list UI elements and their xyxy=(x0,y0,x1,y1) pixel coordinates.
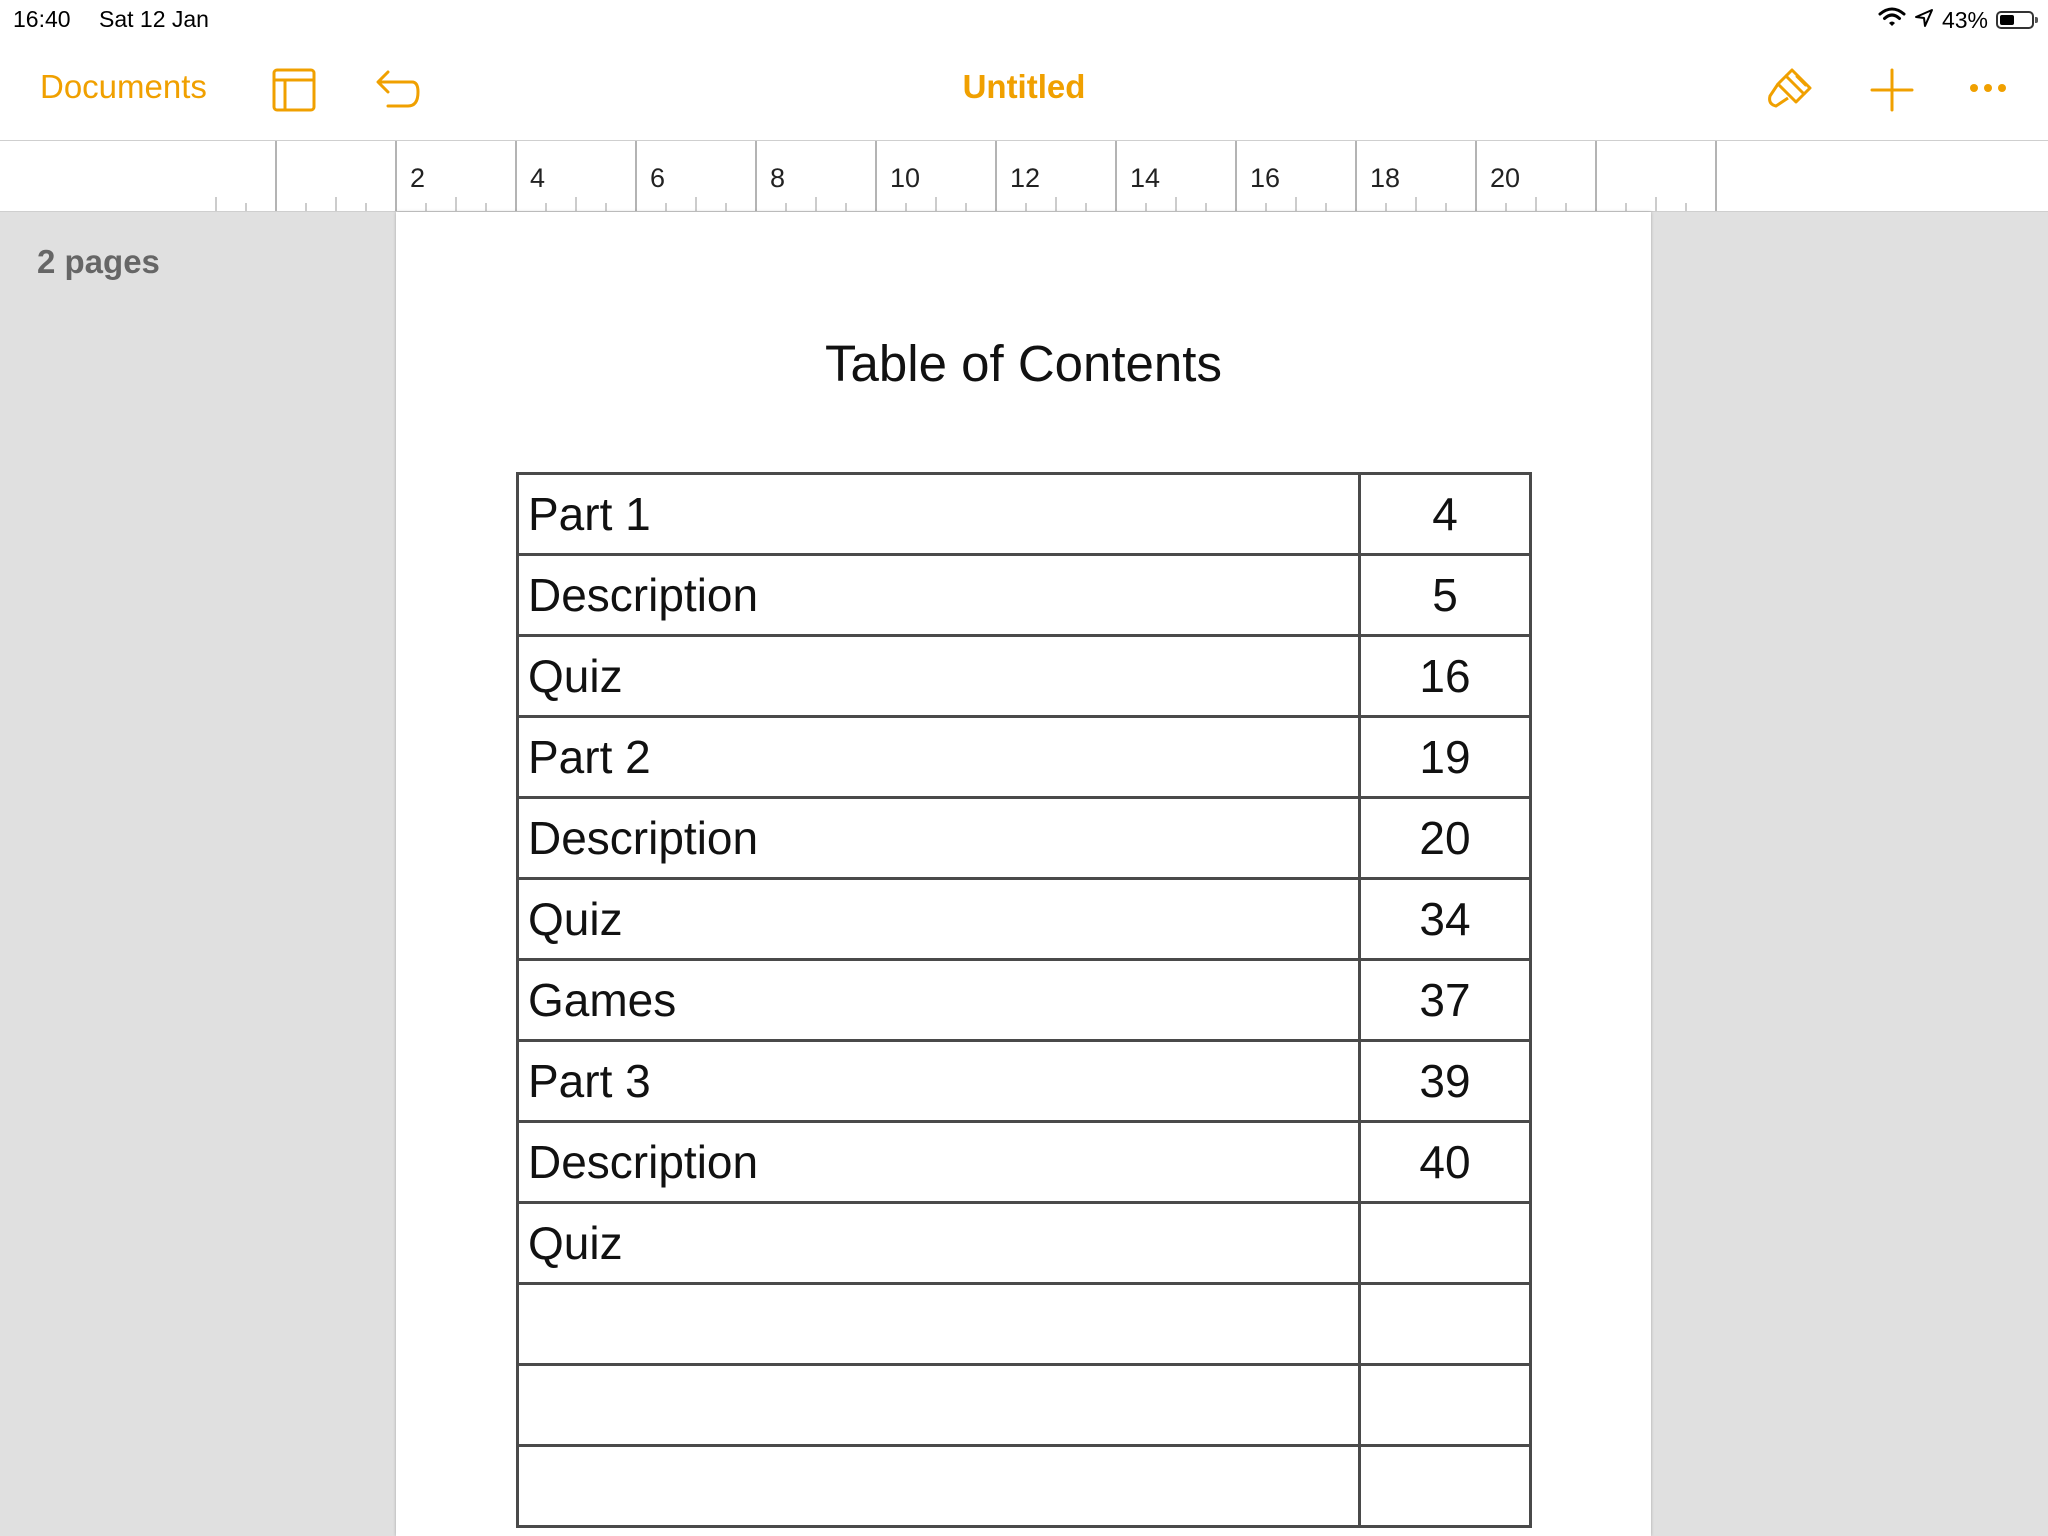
toc-entry-cell[interactable]: Part 3 xyxy=(518,1041,1360,1122)
ruler-label: 6 xyxy=(650,163,666,193)
toolbar xyxy=(0,40,2048,141)
ruler-label: 16 xyxy=(1250,163,1281,193)
ruler-label: 18 xyxy=(1370,163,1401,193)
document-title[interactable]: Untitled xyxy=(962,68,1086,105)
table-row xyxy=(518,1365,1531,1446)
table-row xyxy=(518,798,1531,879)
table-row xyxy=(518,1203,1531,1284)
status-date: Sat 12 Jan xyxy=(99,6,209,32)
toc-entry-cell[interactable] xyxy=(518,1284,1360,1365)
ruler-label: 20 xyxy=(1490,163,1521,193)
status-time: 16:40 xyxy=(13,6,71,32)
toc-entry-cell[interactable]: Part 1 xyxy=(518,474,1360,555)
toc-entry-cell[interactable]: Quiz xyxy=(518,879,1360,960)
battery-level xyxy=(2000,15,2014,25)
page-count: 2 pages xyxy=(37,243,160,280)
table-row xyxy=(518,879,1531,960)
toc-entry-cell[interactable]: Part 2 xyxy=(518,717,1360,798)
toc-page-cell[interactable]: 4 xyxy=(1360,474,1531,555)
toc-table-body xyxy=(518,474,1531,1527)
documents-button[interactable]: Documents xyxy=(40,68,207,105)
toc-page-cell[interactable]: 19 xyxy=(1360,717,1531,798)
ruler-label: 4 xyxy=(530,163,546,193)
more-icon[interactable] xyxy=(1968,80,2008,101)
location-arrow-icon xyxy=(1914,7,1934,34)
table-row xyxy=(518,555,1531,636)
toc-entry-cell[interactable] xyxy=(518,1365,1360,1446)
wifi-icon xyxy=(1878,6,1906,34)
toc-page-cell[interactable]: 40 xyxy=(1360,1122,1531,1203)
toc-table[interactable] xyxy=(516,472,1532,1528)
ruler[interactable] xyxy=(0,141,2048,212)
toc-page-cell[interactable]: 5 xyxy=(1360,555,1531,636)
toc-page-cell[interactable] xyxy=(1360,1446,1531,1527)
table-row xyxy=(518,1122,1531,1203)
toc-entry-cell[interactable]: Description xyxy=(518,555,1360,636)
table-row xyxy=(518,960,1531,1041)
ruler-label: 10 xyxy=(890,163,921,193)
toc-entry-cell[interactable]: Description xyxy=(518,1122,1360,1203)
sidebar-layout-icon[interactable] xyxy=(272,68,316,117)
document-page[interactable] xyxy=(396,212,1651,1536)
toc-page-cell[interactable]: 20 xyxy=(1360,798,1531,879)
plus-icon[interactable] xyxy=(1870,68,1914,117)
toc-entry-cell[interactable]: Games xyxy=(518,960,1360,1041)
toc-page-cell[interactable]: 34 xyxy=(1360,879,1531,960)
undo-icon[interactable] xyxy=(374,68,420,117)
document-heading[interactable]: Table of Contents xyxy=(825,335,1222,392)
ruler-label: 8 xyxy=(770,163,786,193)
table-row xyxy=(518,1041,1531,1122)
toc-page-cell[interactable] xyxy=(1360,1365,1531,1446)
status-bar xyxy=(0,0,2048,40)
table-row xyxy=(518,1446,1531,1527)
toc-page-cell[interactable]: 37 xyxy=(1360,960,1531,1041)
toc-page-cell[interactable]: 39 xyxy=(1360,1041,1531,1122)
toc-entry-cell[interactable]: Description xyxy=(518,798,1360,879)
ruler-label: 14 xyxy=(1130,163,1161,193)
battery-percent: 43% xyxy=(1941,6,1988,33)
toc-page-cell[interactable] xyxy=(1360,1284,1531,1365)
battery-icon xyxy=(1996,11,2034,29)
toc-entry-cell[interactable] xyxy=(518,1446,1360,1527)
table-row xyxy=(518,717,1531,798)
status-right xyxy=(1878,6,2034,34)
ruler-label: 2 xyxy=(410,163,426,193)
table-row xyxy=(518,636,1531,717)
table-row xyxy=(518,474,1531,555)
paintbrush-icon[interactable] xyxy=(1766,66,1814,119)
table-row xyxy=(518,1284,1531,1365)
toc-entry-cell[interactable]: Quiz xyxy=(518,1203,1360,1284)
toc-page-cell[interactable]: 16 xyxy=(1360,636,1531,717)
toc-page-cell[interactable] xyxy=(1360,1203,1531,1284)
ruler-label: 12 xyxy=(1010,163,1041,193)
toc-entry-cell[interactable]: Quiz xyxy=(518,636,1360,717)
